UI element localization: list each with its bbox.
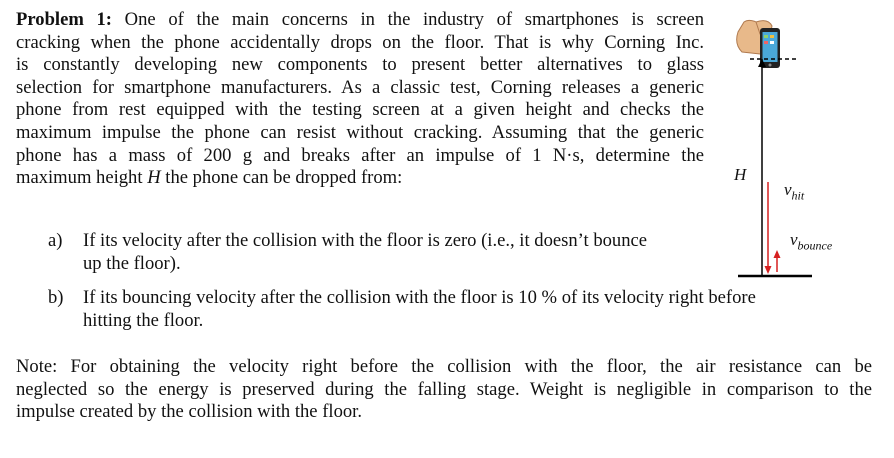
problem-line-6: maximum impulse the phone can resist without cracking. Assuming that the generic (16, 121, 704, 143)
question-a-line-2: up the floor). (83, 252, 181, 274)
drop-diagram (720, 10, 890, 280)
problem-line-8: maximum height H the phone can be dropped from: (16, 167, 403, 189)
problem-line-5: phone from rest equipped with the testing screen at a given height and checks the (16, 99, 704, 121)
height-label: H (734, 165, 747, 184)
problem-label: Problem 1: (16, 9, 112, 30)
problem-line-1: Problem 1: One of the main concerns in the industry of smartphones is screen (16, 9, 704, 30)
question-b-line-1: If its bouncing velocity after the collision with the floor is 10 % of its velocity right before (83, 287, 756, 308)
bounce-arrow-head (774, 250, 781, 258)
note-line-2: neglected so the energy is preserved during the falling stage. Weight is negligible in comparison to the (16, 378, 872, 400)
hit-arrow-head (765, 266, 772, 274)
question-a-label: a) (48, 230, 63, 251)
note (16, 356, 872, 424)
question-a-line-1: If its velocity after the collision with the floor is zero (i.e., it doesn’t bounce (83, 230, 648, 251)
problem-statement (16, 9, 704, 190)
note-line-1: Note: For obtaining the velocity right before the collision with the floor, the air resistance can be (16, 356, 872, 377)
v-bounce-label: $v_{bounce}$ (790, 230, 833, 253)
problem-line-3: is constantly developing new components to present better alternatives to glass (16, 54, 704, 76)
question-b-line-2: hitting the floor. (83, 309, 204, 331)
problem-line-4: selection for smartphone manufacturers. As a classic test, Corning releases a generic (16, 76, 704, 98)
v-hit-label: $v_{hit}$ (784, 180, 805, 203)
question-b-label: b) (48, 287, 64, 308)
problem-line-2: cracking when the phone accidentally drops on the floor. That is why Corning Inc. (16, 31, 704, 53)
note-line-3: impulse created by the collision with the floor. (16, 401, 362, 423)
problem-line-7: phone has a mass of 200 g and breaks after an impulse of 1 N·s, determine the (16, 144, 704, 166)
